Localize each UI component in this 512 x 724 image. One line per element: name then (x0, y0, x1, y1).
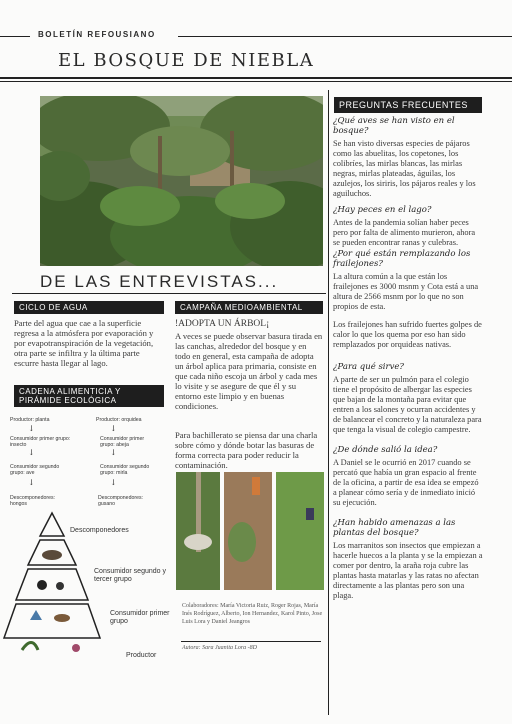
cadena-heading: CADENA ALIMENTICIA Y PIRÁMIDE ECOLÓGICA (14, 385, 164, 407)
forest-photo (40, 96, 323, 266)
photo-soil (224, 472, 272, 590)
pyramid-label-4: Productor (126, 652, 157, 659)
pyramid-label-3: Consumidor primer grupo (110, 610, 170, 625)
faq-answer: A parte de ser un pulmón para el colegio tiene el propósito de albergar las especies que bajan de la montaña para evitar que entren a los salones y ocurran accidentes y de balancear el concreto y la naturaleza para que tenga la visual de colegio campestre. (333, 375, 482, 434)
arrow-down-icon: ↓ (110, 424, 117, 433)
arrow-down-icon: ↓ (28, 448, 35, 457)
faq-question: ¿Por qué están remplazando los frailejones? (333, 249, 471, 269)
chain-right-3: Consumidor segundo grupo: mirla (100, 464, 150, 476)
faq-answer: A Daniel se le ocurrió en 2017 cuando se percató que había un gran espacio al frente de la oficina, a partir de esa idea se empezó a planear cómo sería y de inmediato inició su ejecución. (333, 458, 479, 507)
chain-left-4: Descomponedores: hongos (10, 495, 55, 507)
chain-right-4: Descomponedores: gusano (98, 495, 143, 507)
faq-answer: Los marranitos son insectos que empiezan a hacerle huecos a la planta y se la empiezan a comer por dentro, la araña roja cubre las plantas hasta matarlas y las ratas no afectan directamente a las plantas pero son una plaga. (333, 541, 483, 600)
faq-answer: Los frailejones han sufrido fuertes golpes de calor lo que los quema por eso han sido remplazados por orquideas nativas. (333, 320, 482, 349)
chain-left-1: Productor: planta (10, 417, 50, 423)
campana-text: A veces se puede observar basura tirada en las canchas, alrededor del bosque y en todo en general, esta campaña de adopta un árbol aplica para primaria, consiste en que cada niño escoja un árbol y cada mes lo visite y se asegure de que él y su entorno este limpio y en buenas condiciones. (175, 331, 323, 411)
credits-rule (181, 641, 321, 642)
chain-left-2: Consumidor primer grupo: insecto (10, 436, 71, 448)
section-rule (12, 293, 326, 294)
ciclo-text: Parte del agua que cae a la superficie regresa a la atmósfera por evaporación y por evapotranspiración de la vegetación, otra parte se infiltra y la última parte escurre hasta llegar al lago. (14, 318, 154, 368)
faq-answer: Antes de la pandemia solían haber peces pero por falta de alimento murieron, ahora se pueden encontrar ranas y culebras. (333, 218, 476, 247)
faq-answer: La altura común a la que están los frailejones es 3000 msnm y Cota está a una altura de 2566 msnm por lo que no son propios de esta. (333, 272, 479, 311)
faq-question: ¿Para qué sirve? (333, 362, 404, 372)
pyramid-label-2: Consumidor segundo y tercer grupo (94, 568, 166, 583)
photo-trash-can (176, 472, 220, 590)
chain-right-2: Consumidor primer grupo: abeja (100, 436, 145, 448)
chain-right-1: Productor: orquidea (96, 417, 142, 423)
newsletter-name: BOLETÍN REFOUSIANO (38, 30, 156, 39)
faq-question: ¿Han habido amenazas a las plantas del bosque? (333, 518, 456, 538)
masthead-rule-top (0, 36, 30, 37)
faq-question: ¿De dónde salió la idea? (333, 445, 438, 455)
section-title: DE LAS ENTREVISTAS... (40, 272, 279, 291)
arrow-down-icon: ↓ (28, 424, 35, 433)
pyramid-label-1: Descomponedores (70, 527, 129, 534)
faq-question: ¿Qué aves se han visto en el bosque? (333, 116, 455, 136)
masthead-rule-right (178, 36, 512, 37)
campana-slogan: !ADOPTA UN ÁRBOL¡ (175, 319, 270, 329)
masthead-rule-bottom-1 (0, 77, 512, 79)
chain-left-3: Consumidor segundo grupo: ave (10, 464, 60, 476)
newsletter-title: EL BOSQUE DE NIEBLA (58, 50, 315, 71)
masthead-rule-bottom-2 (0, 81, 512, 82)
arrow-down-icon: ↓ (110, 448, 117, 457)
faq-heading: PREGUNTAS FRECUENTES (334, 97, 482, 113)
campana-text-2: Para bachillerato se piensa dar una charla sobre cómo y dónde botar las basuras de forma correcta para poder reducir la contaminación. (175, 430, 318, 470)
faq-question: ¿Hay peces en el lago? (333, 205, 432, 215)
arrow-down-icon: ↓ (28, 478, 35, 487)
campana-heading: CAMPAÑA MEDIOAMBIENTAL (175, 301, 323, 314)
faq-answer: Se han visto diversas especies de pájaros como las abuelitas, los copetones, los colibríes, las mirlas blancas, las mirlas negras, mirlas plateadas, águilas, los azulejos, los siriris, los pájaros reales y los aguiluchos. (333, 139, 476, 198)
collaborators: Colaboradores: María Victoria Ruiz, Roger Rojas, María Inés Rodríguez, Alberto, Ion Hernandez, Karol Pinto, Jose Luis Lora y Daniel Jeangros (182, 603, 323, 625)
arrow-down-icon: ↓ (110, 478, 117, 487)
column-divider (328, 90, 329, 715)
ciclo-heading: CICLO DE AGUA (14, 301, 164, 314)
faq-list (333, 116, 483, 601)
photo-grass (276, 472, 324, 590)
author: Autora: Sara Juanita Lora -8D (182, 645, 257, 651)
